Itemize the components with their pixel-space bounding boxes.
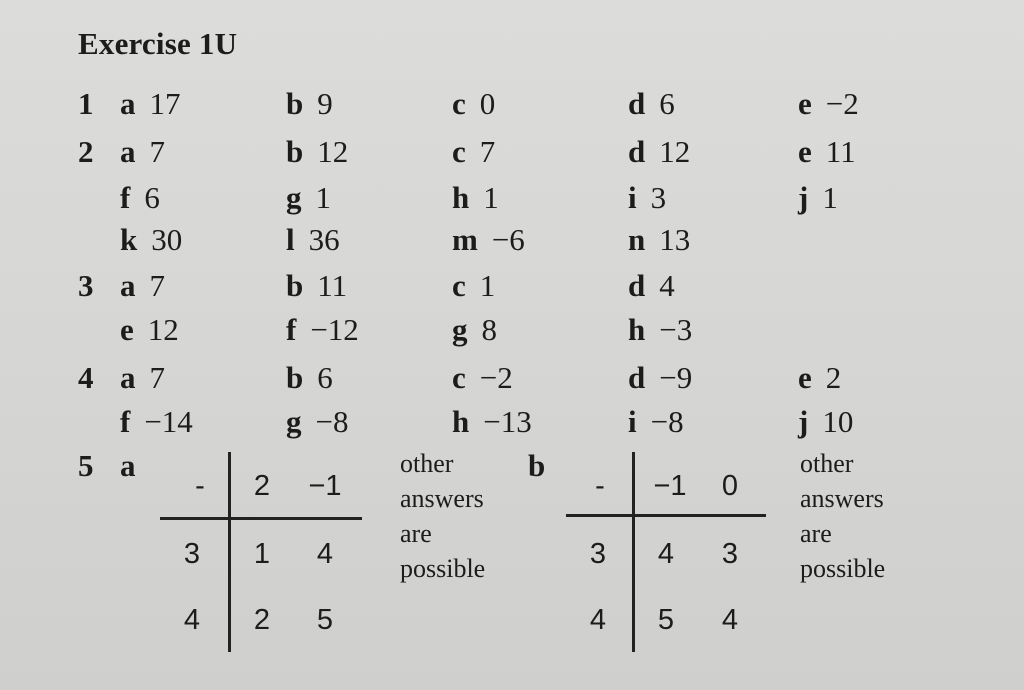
- part-label: c: [452, 360, 466, 395]
- part-label: h: [452, 404, 470, 439]
- answer-value: 36: [308, 222, 340, 257]
- answer-value: −2: [825, 86, 859, 121]
- part-label: a: [120, 86, 136, 121]
- answer-item: [628, 180, 666, 216]
- part-label: f: [120, 180, 131, 215]
- answer-item: [798, 404, 853, 440]
- table-horizontal-line: [160, 517, 362, 520]
- answer-value: −9: [659, 360, 693, 395]
- question-number: 2: [78, 134, 94, 169]
- part-label: f: [286, 312, 297, 347]
- answer-item: [452, 404, 532, 440]
- answer-item: [452, 134, 495, 170]
- answer-value: −13: [483, 404, 532, 439]
- table-cell: 5: [316, 604, 334, 636]
- answer-value: 3: [650, 180, 667, 215]
- part-label: m: [452, 222, 478, 257]
- answer-item: [798, 134, 856, 170]
- part-label: e: [798, 134, 812, 169]
- answer-value: 1: [315, 180, 331, 215]
- table-cell: 1: [253, 538, 271, 570]
- answer-value: 17: [149, 86, 181, 121]
- part-label: b: [286, 134, 304, 169]
- part-label: i: [628, 180, 637, 215]
- exercise-title: Exercise 1U: [78, 26, 238, 61]
- answer-value: 12: [317, 134, 349, 169]
- answer-item: [628, 404, 684, 440]
- table-row-head: 3: [183, 538, 201, 570]
- answer-item: [286, 180, 331, 216]
- answer-item: [120, 268, 165, 304]
- answer-value: 10: [822, 404, 854, 439]
- table-row-head: 4: [183, 604, 201, 636]
- answer-value: 7: [149, 134, 165, 169]
- answer-value: 0: [479, 86, 496, 121]
- answer-item: [628, 134, 690, 170]
- answer-item: [120, 222, 182, 258]
- part-label: b: [286, 268, 304, 303]
- table-cell: 4: [657, 538, 675, 570]
- part-label: k: [120, 222, 138, 257]
- answer-value: 6: [659, 86, 675, 121]
- answer-item: [120, 86, 181, 122]
- part-label: i: [628, 404, 637, 439]
- answer-value: 8: [481, 312, 497, 347]
- answer-item: [120, 134, 165, 170]
- answer-item: [452, 268, 495, 304]
- part-label: n: [628, 222, 646, 257]
- answer-item: [452, 222, 525, 258]
- answer-item: [120, 180, 160, 216]
- q5a-note: other answers are possible: [400, 449, 486, 583]
- answer-value: 4: [659, 268, 675, 303]
- answer-item: [798, 86, 859, 122]
- answer-item: [628, 222, 690, 258]
- table-horizontal-line: [566, 514, 766, 517]
- answer-value: 6: [317, 360, 333, 395]
- answer-value: 6: [144, 180, 160, 215]
- part-label: f: [120, 404, 131, 439]
- answer-value: 2: [825, 360, 842, 395]
- part-label: c: [452, 268, 466, 303]
- table-vertical-line: [632, 452, 635, 652]
- answer-item: [286, 360, 333, 396]
- table-vertical-line: [228, 452, 231, 652]
- table-row-head: 4: [589, 604, 607, 636]
- answer-value: −3: [659, 312, 693, 347]
- table-cell: 4: [316, 538, 334, 570]
- part-label: g: [452, 312, 468, 347]
- table-cell: 4: [721, 604, 739, 636]
- answer-value: −8: [315, 404, 349, 439]
- table-cell: 3: [721, 538, 739, 570]
- question-number: 3: [78, 268, 94, 303]
- part-label: h: [628, 312, 646, 347]
- part-label: a: [120, 134, 136, 169]
- part-label: b: [286, 360, 304, 395]
- table-row-head: 3: [589, 538, 607, 570]
- answer-value: 12: [147, 312, 179, 347]
- answer-item: [286, 404, 348, 440]
- part-label: d: [628, 134, 646, 169]
- answer-item: [798, 360, 841, 396]
- answer-item: [452, 86, 495, 122]
- answer-value: 7: [149, 268, 165, 303]
- answer-item: [798, 180, 838, 216]
- part-label: c: [452, 86, 466, 121]
- answer-value: 1: [483, 180, 499, 215]
- part-label: d: [628, 86, 646, 121]
- answer-item: [120, 404, 193, 440]
- part-label: e: [120, 312, 134, 347]
- table-cell: 2: [253, 604, 271, 636]
- answer-item: [452, 360, 513, 396]
- answer-item: [452, 180, 499, 216]
- part-label: c: [452, 134, 466, 169]
- part-label: j: [798, 180, 809, 215]
- table-operator: -: [195, 470, 205, 502]
- part-label: e: [798, 360, 812, 395]
- answer-value: 7: [149, 360, 165, 395]
- answer-item: [286, 312, 359, 348]
- question-number: 4: [78, 360, 94, 395]
- question-number: 5: [78, 448, 94, 483]
- answer-value: 13: [659, 222, 691, 257]
- answer-value: 11: [317, 268, 348, 303]
- answer-value: 9: [317, 86, 333, 121]
- answer-value: −14: [144, 404, 193, 439]
- part-label: h: [452, 180, 470, 215]
- answer-value: −12: [310, 312, 359, 347]
- answer-item: [286, 222, 340, 258]
- question-number: 1: [78, 86, 94, 121]
- answer-item: [628, 268, 675, 304]
- part-label: a: [120, 268, 136, 303]
- answer-item: [286, 268, 347, 304]
- part-label: b: [286, 86, 304, 121]
- answer-item: [628, 86, 675, 122]
- answer-item: [286, 134, 348, 170]
- answer-item: [120, 360, 165, 396]
- answer-value: −8: [650, 404, 684, 439]
- part-label: g: [286, 180, 302, 215]
- answer-value: 1: [479, 268, 496, 303]
- part-label: e: [798, 86, 812, 121]
- part-label: g: [286, 404, 302, 439]
- part-label: d: [628, 360, 646, 395]
- q5b-note: other answers are possible: [800, 449, 886, 583]
- part-label: j: [798, 404, 809, 439]
- answer-value: 7: [479, 134, 496, 169]
- table-cell: 5: [657, 604, 675, 636]
- answer-value: 30: [151, 222, 183, 257]
- table-col-head: −1: [653, 470, 687, 502]
- answer-value: 12: [659, 134, 691, 169]
- table-col-head: −1: [308, 470, 342, 502]
- table-operator: -: [595, 470, 605, 502]
- answer-item: [628, 312, 692, 348]
- answer-value: −2: [479, 360, 513, 395]
- answer-item: [120, 312, 179, 348]
- part-label: l: [286, 222, 295, 257]
- part-label: d: [628, 268, 646, 303]
- answer-item: [286, 86, 333, 122]
- part-label: a: [120, 360, 136, 395]
- answer-item: [452, 312, 497, 348]
- answer-value: 11: [825, 134, 856, 169]
- table-col-head: 2: [253, 470, 271, 502]
- q5-part-a-label: a: [120, 448, 136, 483]
- q5-part-b-label: b: [528, 448, 546, 483]
- answer-value: −6: [491, 222, 525, 257]
- answer-value: 1: [822, 180, 838, 215]
- table-col-head: 0: [721, 470, 739, 502]
- answer-item: [628, 360, 692, 396]
